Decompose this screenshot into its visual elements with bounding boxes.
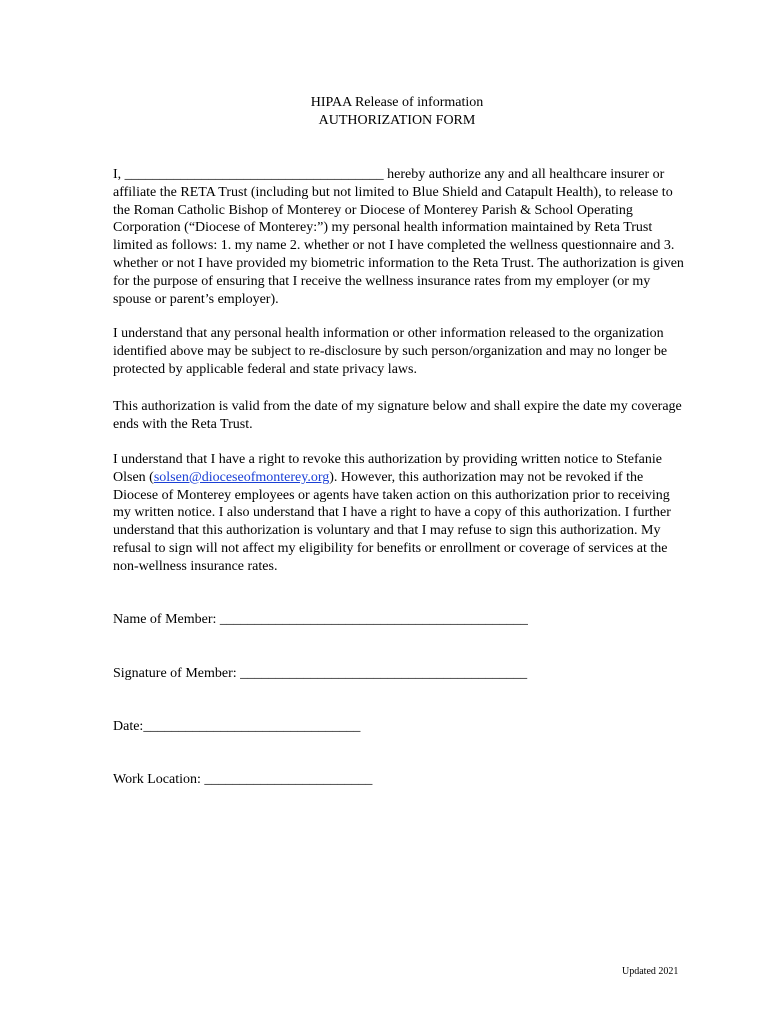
redisclosure-paragraph: I understand that any personal health information or other information released to the organization identified above may be subject to re-disclosure by such person/organization and may no longer be protected by applicable federal and state privacy laws.	[113, 326, 668, 377]
form-title-line2: AUTHORIZATION FORM	[318, 113, 476, 128]
paragraph1-lead: I,	[113, 167, 125, 182]
work-location-field[interactable]: Work Location: ________________________	[113, 772, 373, 787]
date-field[interactable]: Date:_______________________________	[113, 719, 361, 734]
authorization-paragraph	[113, 166, 685, 308]
email-link[interactable]: solsen@dioceseofmonterey.org	[153, 469, 330, 485]
paragraph4-text-before: I understand that I have a right to revoke this authorization by providing written notice to Stefanie Olsen (	[113, 452, 662, 485]
authorizer-name-blank[interactable]: _____________________________________	[124, 167, 384, 182]
revocation-paragraph	[113, 451, 685, 576]
paragraph4-text-after: ). However, this authorization may not be revoked if the Diocese of Monterey employees or agents have taken action on this authorization prior to receiving my written notice. I also understand that I have a right to have a copy of this authorization. I further understand that this authorization is voluntary and that I may refuse to sign this authorization. My refusal to sign will not affect my eligibility for benefits or enrollment or coverage of services at the non-wellness insurance rates.	[113, 469, 671, 574]
paragraph1-text: hereby authorize any and all healthcare insurer or affiliate the RETA Trust (including but not limited to Blue Shield and Catapult Health), to release to the Roman Catholic Bishop of Monterey or Diocese of Monterey Parish & School Operating Corporation (“Diocese of Monterey:”) my personal health information maintained by Reta Trust limited as follows: 1. my name 2. whether or not I have completed the wellness questionnaire and 3. whether or not I have provided my biometric information to the Reta Trust. The authorization is given for the purpose of ensuring that I receive the wellness insurance rates from my employer (or my spouse or parent’s employer).	[113, 167, 684, 307]
signature-of-member-field[interactable]: Signature of Member: _________________________________________	[113, 666, 528, 681]
validity-paragraph: This authorization is valid from the date of my signature below and shall expire the date my coverage ends with the Reta Trust.	[113, 399, 682, 432]
updated-footer: Updated 2021	[622, 966, 679, 977]
name-of-member-field[interactable]: Name of Member: ____________________________________________	[113, 612, 528, 627]
form-title	[0, 94, 770, 130]
form-title-line1: HIPAA Release of information	[310, 95, 484, 110]
